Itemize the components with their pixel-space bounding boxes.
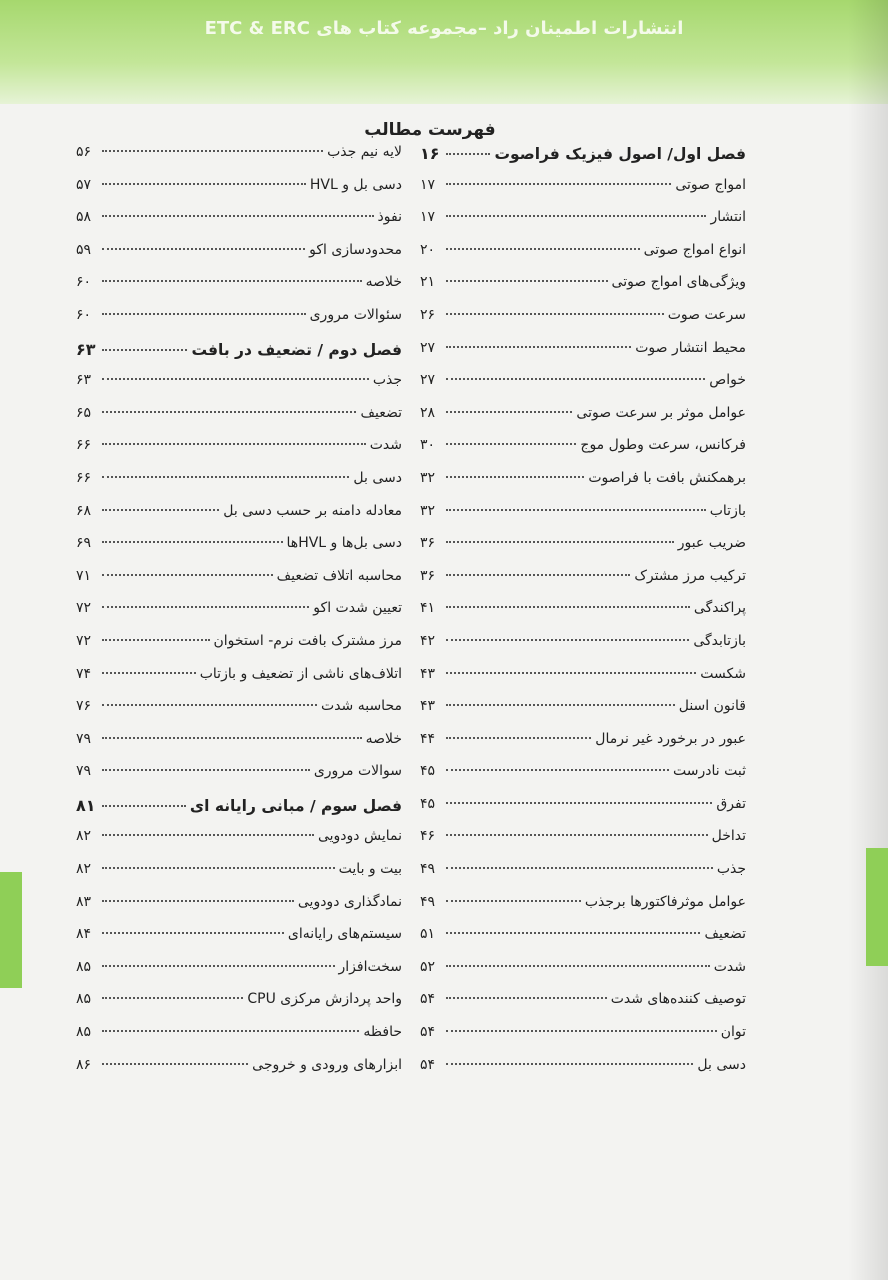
toc-entry-row [76, 274, 402, 307]
toc-page-number: ۸۴ [76, 926, 92, 943]
toc-page-number: ۷۹ [76, 730, 92, 747]
toc-entry-label: امواج صوتی [675, 176, 746, 193]
toc-page-number: ۸۵ [76, 1024, 92, 1041]
toc-page-number: ۵۴ [420, 991, 436, 1008]
toc-entry-label: سخت‌افزار [338, 958, 402, 975]
toc-entry-label: خلاصه [365, 730, 402, 747]
toc-entry-row [76, 144, 402, 177]
toc-entry-row [76, 568, 402, 601]
toc-page-number: ۱۶ [420, 144, 440, 163]
toc-entry-row [76, 861, 402, 894]
toc-entry-label: تعیین شدت اکو [313, 600, 402, 617]
toc-page-number: ۸۳ [76, 893, 92, 910]
toc-entry-label: محیط انتشار صوت [635, 339, 746, 356]
toc-page-number: ۸۱ [76, 795, 96, 815]
toc-page-number: ۷۶ [76, 698, 92, 715]
dot-leader [446, 867, 713, 869]
dot-leader [102, 900, 294, 902]
toc-page-number: ۸۲ [76, 828, 92, 845]
toc-entry-label: سیستم‌های رایانه‌ای [287, 926, 402, 943]
toc-entry-label: خواص [709, 372, 746, 389]
toc-entry-row [420, 828, 746, 861]
toc-entry-label: دسی بل [353, 469, 402, 486]
toc-page-number: ۵۶ [76, 144, 92, 160]
dot-leader [102, 574, 273, 576]
toc-entry-row [420, 209, 746, 242]
dot-leader [446, 153, 490, 155]
toc-page-number: ۶۳ [76, 372, 92, 389]
toc-entry-label: فصل دوم / تضعیف در بافت [191, 340, 402, 359]
toc-page-number: ۷۲ [76, 600, 92, 617]
toc-page-number: ۴۱ [420, 600, 436, 617]
chapter-heading-row [76, 796, 402, 829]
toc-page-number: ۵۴ [420, 1024, 436, 1041]
toc-entry-row [420, 959, 746, 992]
dot-leader [446, 965, 710, 967]
toc-entry-label: سرعت صوت [667, 306, 746, 323]
dot-leader [446, 1030, 717, 1032]
dot-leader [446, 672, 696, 674]
toc-left-column [76, 144, 402, 1089]
toc-page-number: ۵۱ [420, 926, 436, 943]
toc-entry-label: پراکندگی [693, 600, 746, 617]
dot-leader [446, 183, 671, 185]
toc-page-number: ۶۹ [76, 535, 92, 552]
toc-entry-row [76, 731, 402, 764]
dot-leader [102, 476, 349, 478]
toc-entry-label: تضعیف [704, 926, 746, 943]
toc-entry-row [76, 177, 402, 210]
toc-page-number: ۵۹ [76, 241, 92, 258]
toc-entry-row [420, 763, 746, 796]
dot-leader [102, 997, 243, 999]
toc-entry-label: فصل سوم / مبانی رایانه ای [189, 796, 402, 815]
toc-entry-row [76, 698, 402, 731]
toc-entry-label: تفرق [716, 795, 746, 812]
toc-entry-row [76, 535, 402, 568]
toc-entry-row [76, 209, 402, 242]
toc-page-number: ۵۴ [420, 1056, 436, 1073]
dot-leader [446, 769, 669, 771]
toc-entry-label: فصل اول/ اصول فیزیک فراصوت [494, 145, 746, 163]
dot-leader [446, 1063, 693, 1065]
toc-page-number: ۲۷ [420, 339, 436, 356]
dot-leader [102, 769, 310, 771]
toc-entry-label: حافظه [363, 1024, 402, 1041]
chapter-heading-row [76, 340, 402, 373]
toc-entry-label: خلاصه [365, 274, 402, 291]
dot-leader [446, 346, 631, 348]
toc-entry-row [420, 991, 746, 1024]
toc-entry-row [76, 1024, 402, 1057]
toc-entry-row [420, 698, 746, 731]
toc-entry-label: دسی بل و HVL [309, 176, 402, 193]
dot-leader [446, 443, 576, 445]
toc-entry-label: عوامل موثر بر سرعت صوتی [576, 404, 746, 421]
page-edge-shadow [848, 0, 888, 1280]
toc-page-number: ۴۵ [420, 763, 436, 780]
toc-entry-row [76, 1057, 402, 1090]
toc-entry-row [420, 340, 746, 373]
toc-page-number: ۸۲ [76, 861, 92, 878]
toc-entry-row [420, 177, 746, 210]
dot-leader [102, 215, 374, 217]
toc-title: فهرست مطالب [364, 120, 496, 140]
toc-entry-label: توصیف کننده‌های شدت [610, 991, 746, 1008]
dot-leader [102, 1030, 359, 1032]
toc-page-number: ۶۶ [76, 469, 92, 486]
dot-leader [102, 867, 335, 869]
left-chapter-tab [0, 872, 22, 988]
toc-page-number: ۳۰ [420, 437, 436, 454]
dot-leader [102, 378, 369, 380]
toc-page-number: ۳۶ [420, 535, 436, 552]
toc-entry-label: بیت و بایت [338, 861, 402, 878]
toc-entry-label: جذب [372, 372, 402, 389]
toc-page-number: ۳۲ [420, 469, 436, 486]
toc-entry-label: سئوالات مروری [309, 306, 402, 323]
toc-entry-label: شدت [713, 958, 746, 975]
dot-leader [102, 965, 335, 967]
dot-leader [102, 672, 196, 674]
toc-page-number: ۲۷ [420, 372, 436, 389]
toc-entry-row [76, 763, 402, 796]
dot-leader [446, 509, 706, 511]
dot-leader [102, 150, 323, 152]
toc-entry-label: دسی بل‌ها و HVLها [286, 535, 402, 552]
toc-page-number: ۳۶ [420, 567, 436, 584]
toc-entry-label: سوالات مروری [313, 763, 402, 780]
toc-page-number: ۴۲ [420, 632, 436, 649]
dot-leader [102, 541, 283, 543]
toc-page-number: ۵۲ [420, 958, 436, 975]
toc-entry-label: عبور در برخورد غیر نرمال [595, 730, 746, 747]
toc-entry-label: واحد پردازش مرکزی CPU [247, 991, 402, 1008]
toc-entry-row [420, 372, 746, 405]
toc-page-number: ۶۰ [76, 306, 92, 323]
toc-entry-row [420, 796, 746, 829]
chapter-heading-row [420, 144, 746, 177]
dot-leader [102, 639, 210, 641]
toc-entry-row [76, 372, 402, 405]
dot-leader [102, 1063, 248, 1065]
toc-entry-row [420, 1057, 746, 1090]
toc-entry-row [420, 470, 746, 503]
toc-entry-row [420, 437, 746, 470]
toc-page-number: ۵۷ [76, 176, 92, 193]
dot-leader [102, 411, 356, 413]
dot-leader [446, 834, 708, 836]
toc-entry-row [76, 666, 402, 699]
toc-entry-row [420, 861, 746, 894]
toc-page-number: ۸۵ [76, 958, 92, 975]
toc-page-number: ۴۹ [420, 861, 436, 878]
toc-entry-row [420, 503, 746, 536]
toc-entry-row [420, 600, 746, 633]
toc-entry-row [420, 926, 746, 959]
toc-page-number: ۲۶ [420, 306, 436, 323]
toc-right-column [420, 144, 746, 1089]
toc-page-number: ۷۴ [76, 665, 92, 682]
dot-leader [446, 280, 608, 282]
toc-page-number: ۶۶ [76, 437, 92, 454]
dot-leader [102, 805, 186, 807]
toc-entry-row [76, 242, 402, 275]
toc-entry-row [76, 828, 402, 861]
toc-page-number: ۶۰ [76, 274, 92, 291]
toc-entry-label: جذب [716, 861, 746, 878]
dot-leader [102, 834, 314, 836]
dot-leader [446, 900, 581, 902]
toc-entry-row [420, 307, 746, 340]
dot-leader [102, 313, 306, 315]
toc-page-number: ۷۲ [76, 632, 92, 649]
dot-leader [102, 248, 305, 250]
toc-page-number: ۸۶ [76, 1056, 92, 1073]
toc-entry-row [76, 894, 402, 927]
toc-page-number: ۲۰ [420, 241, 436, 258]
toc-entry-label: تداخل [711, 828, 746, 845]
toc-page-number: ۶۵ [76, 404, 92, 421]
toc-entry-row [420, 568, 746, 601]
toc-entry-label: توان [720, 1024, 746, 1041]
toc-entry-label: اتلاف‌های ناشی از تضعیف و بازتاب [199, 665, 402, 682]
toc-entry-label: لایه نیم جذب [327, 144, 402, 160]
toc-page-number: ۴۳ [420, 665, 436, 682]
toc-entry-row [420, 633, 746, 666]
toc-entry-label: نمادگذاری دودویی [297, 893, 402, 910]
toc-page-number: ۱۷ [420, 176, 436, 193]
toc-page-number: ۴۴ [420, 730, 436, 747]
toc-entry-label: انواع امواج صوتی [643, 241, 746, 258]
toc-page-number: ۲۱ [420, 274, 436, 291]
toc-entry-label: برهمکنش بافت با فراصوت [588, 469, 746, 486]
dot-leader [446, 313, 664, 315]
toc-page-number: ۶۸ [76, 502, 92, 519]
toc-entry-label: نمایش دودویی [317, 828, 402, 845]
toc-entry-label: دسی بل [697, 1056, 746, 1073]
dot-leader [446, 606, 690, 608]
dot-leader [102, 349, 187, 351]
dot-leader [446, 704, 675, 706]
header-band [0, 0, 888, 104]
toc-page-number: ۴۵ [420, 795, 436, 812]
dot-leader [446, 541, 674, 543]
toc-entry-label: قانون اسنل [678, 698, 746, 715]
toc-entry-row [420, 666, 746, 699]
toc-entry-row [420, 1024, 746, 1057]
toc-entry-label: انتشار [710, 209, 746, 226]
toc-page-number: ۶۳ [76, 339, 96, 359]
dot-leader [102, 606, 309, 608]
toc-entry-label: محدودسازی اکو [309, 241, 402, 258]
toc-entry-label: ویژگی‌های امواج صوتی [611, 274, 746, 291]
toc-entry-row [420, 894, 746, 927]
toc-entry-row [76, 991, 402, 1024]
toc-entry-row [76, 503, 402, 536]
toc-entry-row [76, 437, 402, 470]
toc-entry-row [420, 405, 746, 438]
toc-entry-row [420, 535, 746, 568]
toc-entry-label: ترکیب مرز مشترک [634, 567, 746, 584]
toc-entry-row [76, 307, 402, 340]
toc-page-number: ۴۹ [420, 893, 436, 910]
toc-page-number: ۷۱ [76, 567, 92, 584]
toc-entry-row [420, 731, 746, 764]
dot-leader [446, 476, 584, 478]
toc-entry-label: شکست [700, 665, 746, 682]
toc-entry-row [76, 633, 402, 666]
dot-leader [446, 737, 591, 739]
toc-page-number: ۴۳ [420, 698, 436, 715]
dot-leader [102, 704, 317, 706]
dot-leader [446, 997, 607, 999]
toc-entry-label: فرکانس، سرعت وطول موج [580, 437, 746, 454]
toc-entry-label: شدت [369, 437, 402, 454]
toc-page-number: ۵۸ [76, 209, 92, 226]
toc-entry-label: محاسبه اتلاف تضعیف [276, 567, 402, 584]
toc-page-number: ۸۵ [76, 991, 92, 1008]
right-chapter-tab [866, 848, 888, 966]
dot-leader [446, 574, 630, 576]
toc-entry-label: محاسبه شدت [321, 698, 402, 715]
dot-leader [446, 378, 705, 380]
dot-leader [446, 639, 689, 641]
toc-entry-row [420, 274, 746, 307]
toc-page-number: ۴۶ [420, 828, 436, 845]
toc-entry-row [76, 926, 402, 959]
toc-entry-label: بازتابدگی [693, 632, 746, 649]
toc-entry-row [76, 405, 402, 438]
toc-page-number: ۳۲ [420, 502, 436, 519]
dot-leader [446, 932, 700, 934]
dot-leader [102, 443, 366, 445]
toc-page-number: ۷۹ [76, 763, 92, 780]
toc-entry-label: بازتاب [709, 502, 746, 519]
toc-entry-label: معادله دامنه بر حسب دسی بل [223, 502, 402, 519]
toc-page-number: ۲۸ [420, 404, 436, 421]
header-title: انتشارات اطمینان راد –مجموعه کتاب های ETC & ERC [204, 18, 684, 39]
dot-leader [102, 183, 306, 185]
toc-entry-label: ضریب عبور [677, 535, 746, 552]
toc-entry-label: نفوذ [377, 209, 402, 226]
dot-leader [446, 248, 640, 250]
dot-leader [102, 280, 362, 282]
toc-entry-label: تضعیف [360, 404, 402, 421]
toc-page-number: ۱۷ [420, 209, 436, 226]
toc-entry-label: ثبت نادرست [673, 763, 746, 780]
dot-leader [102, 509, 219, 511]
toc-entry-row [76, 470, 402, 503]
toc-entry-label: ابزارهای ورودی و خروجی [252, 1056, 402, 1073]
toc-entry-row [76, 959, 402, 992]
dot-leader [446, 215, 706, 217]
toc-entry-row [420, 242, 746, 275]
dot-leader [446, 802, 712, 804]
dot-leader [446, 411, 572, 413]
dot-leader [102, 737, 362, 739]
toc-entry-label: مرز مشترک بافت نرم- استخوان [213, 632, 402, 649]
dot-leader [102, 932, 284, 934]
toc-entry-label: عوامل موثرفاکتورها برجذب [584, 893, 746, 910]
toc-entry-row [76, 600, 402, 633]
